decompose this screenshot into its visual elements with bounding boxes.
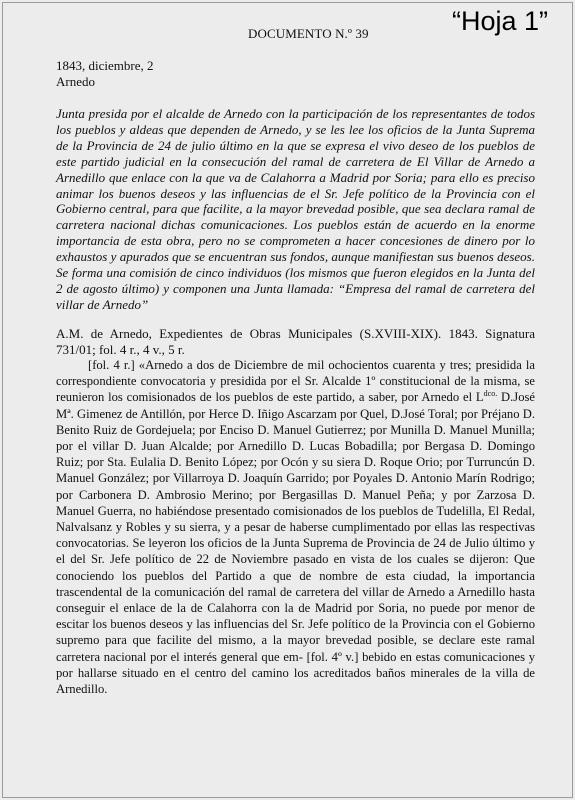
document-summary: Junta presida por el alcalde de Arnedo con la participación de los representantes de todos los pueblos y aldeas que dependen de Arnedo, y se les lee los oficios de la Junta Suprema de la Provincia de 24 de julio último en la que se expresa el vivo deseo de los pueblos de este partido judicial en la consecución del ramal de carretera de El Villar de Arnedo a Arnedillo que enlace con la que va de Calahorra a Madrid por Soria; para ello es preciso animar los buenos deseos y las influencias de el Sr. Jefe político de la Provincia con el Gobierno central, para que facilite, a la mayor brevedad posible, que sea declara ramal de carretera nacional dichas comunicaciones. Los pueblos están de acuerdo en la enorme importancia de esta obra, pero no se comprometen a hacer concesiones de dinero por lo exhaustos y apurados que se encuentran sus fondos, aunque manifiestan sus buenos deseos. Se forma una comisión de cinco individuos (los mismos que fueron elegidos en la Junta del 2 de agosto último) y componen una Junta llamada: “Empresa del ramal de carretera del villar de Arnedo” [56,106,535,312]
document-meta [56,58,153,90]
archive-source: A.M. de Arnedo, Expedientes de Obras Municipales (S.XVIII-XIX). 1843. Signatura 731/01; fol. 4 r., 4 v., 5 r. [56,326,535,357]
transcription-part-1: [fol. 4 r.] «Arnedo a dos de Diciembre de mil ochocientos cuarenta y tres; presidida la correspondiente convocatoria y presidida por el Sr. Alcalde 1º constitucional de la misma, se reunieron los comisionados de los pueblos de este partido, a saber, por Arnedo el L [56,358,535,405]
transcription-body [56,357,535,697]
document-place: Arnedo [56,74,95,89]
transcription-superscript: dco. [483,389,498,399]
document-title: DOCUMENTO N.º 39 [248,26,369,41]
transcription-part-2: D.José Mª. Gimenez de Antillón, por Herce D. Iñigo Ascarzam por Quel, D.José Toral; por Préjano D. Benito Ruiz de Gordejuela; por Enciso D. Manuel Gutierrez; por Munilla D. Manuel Munilla; por el villar D. Juan Alcalde; por Arnedillo D. Lucas Bobadilla; por Bergasa D. Domingo Ruiz; por Sta. Eulalia D. Benito López; por Ocón y su siera D. Roque Orio; por Turruncún D. Manuel González; por Villarroya D. Joaquín Garrido; por Poyales D. Antonio Marín Rodrigo; por Carbonera D. Ambrosio Merino; por Bergasillas D. Manuel Peña; y por Zarzosa D. Manuel Guerra, no habiéndose presentado comisionados de los pueblos de Tudelilla, El Redal, Nalvalsanz y Robles y su sierra, y a pesar de haberse cumplimentado por ellas las respectivas convocatorias. Se leyeron los oficios de la Junta Suprema de Provincia de 24 de Julio último y el del Sr. Jefe político de 22 de Noviembre pasado en vista de los cuales se dijeron: Que conociendo los pueblos del Partido a que de nombre de esta ciudad, la importancia trascendental de la comunicación del ramal de carretera del villar de Arnedo a Arnedillo hasta conseguir el enlace de la de Calahorra con la de Madrid por Soria, no puede por menor de escitar los buenos deseos y las influencias del Sr. Jefe político de la Provincia con el Gobierno supremo para que facilite del mismo, a la mayor brevedad posible, se declare este ramal carretera nacional por el interés general que em- [fol. 4º v.] bebido en estas comunicaciones y por hallarse situado en el centro del camino los acreditados baños minerales de la villa de Arnedillo. [56,390,535,697]
document-date: 1843, diciembre, 2 [56,58,154,73]
sheet-label: “Hoja 1” [452,6,549,36]
